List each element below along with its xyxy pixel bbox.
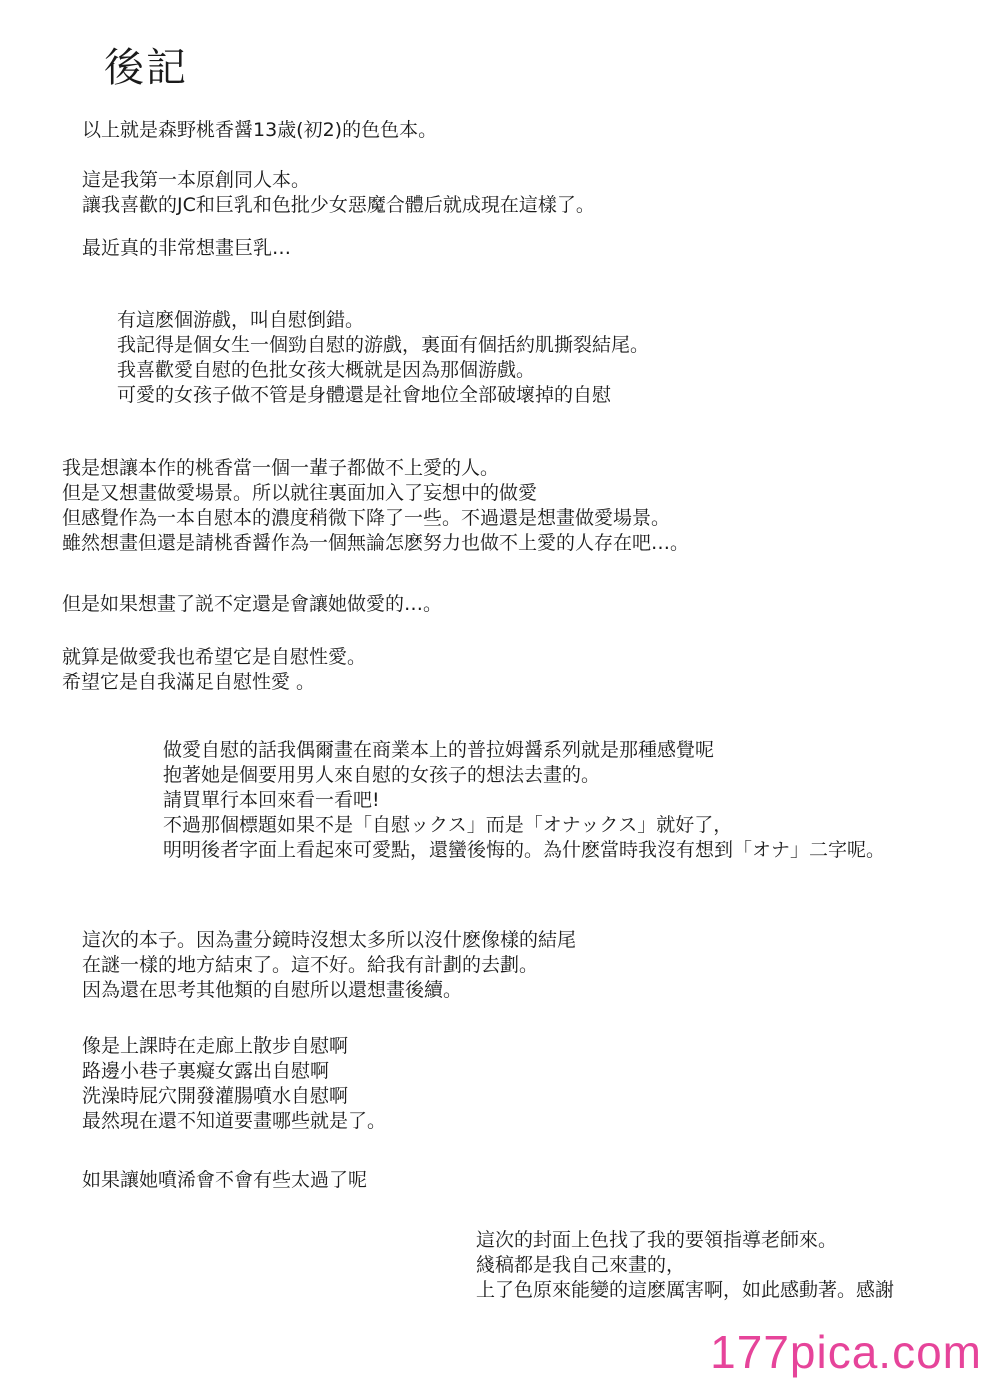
text-line: 綫稿都是我自己來畫的， (476, 1254, 686, 1276)
text-line: 但是又想畫做愛場景。所以就往裏面加入了妄想中的做愛 (62, 482, 538, 504)
paragraph-ideas (82, 1034, 386, 1134)
text-line: 洗澡時屁穴開發灌腸噴水自慰啊 (82, 1085, 349, 1107)
text-line: 希望它是自我滿足自慰性愛 。 (62, 671, 316, 693)
text-line: 如果讓她噴浠會不會有些太過了呢 (82, 1169, 368, 1191)
paragraph-question (82, 1168, 367, 1193)
text-line: 這次的本子。因為畫分鏡時沒想太多所以沒什麽像樣的結尾 (82, 929, 577, 951)
paragraph-hope (62, 645, 366, 695)
text-line: 我喜歡愛自慰的色批女孩大概就是因為那個游戲。 (117, 359, 536, 381)
text-line: 我記得是個女生一個勁自慰的游戲，裏面有個括約肌撕裂結尾。 (117, 334, 650, 356)
text-line: 就算是做愛我也希望它是自慰性愛。 (62, 646, 367, 668)
paragraph-big-breasts (82, 236, 291, 261)
text-line: 因為還在思考其他類的自慰所以還想畫後續。 (82, 979, 463, 1001)
paragraph-maybe (62, 592, 442, 617)
text-line: 在謎一樣的地方結束了。這不好。給我有計劃的去劃。 (82, 954, 539, 976)
text-line: 以上就是森野桃香醤13歳(初2)的色色本。 (82, 119, 438, 141)
text-line: 不過那個標題如果不是「自慰ックス」而是「オナックス」就好了， (163, 814, 733, 836)
text-line: 我是想讓本作的桃香當一個一輩子都做不上愛的人。 (62, 457, 500, 479)
paragraph-thanks (476, 1228, 894, 1303)
paragraph-first-book (82, 168, 595, 218)
text-line: 路邊小巷子裏癡女露出自慰啊 (82, 1060, 330, 1082)
paragraph-series (163, 738, 885, 863)
page-title: 後記 (104, 45, 188, 91)
watermark: 177pica.com (710, 1326, 982, 1378)
paragraph-game (117, 308, 649, 408)
text-line: 雖然想畫但還是請桃香醤作為一個無論怎麽努力也做不上愛的人存在吧…。 (62, 532, 690, 554)
text-line: 讓我喜歡的JC和巨乳和色批少女惡魔合體后就成現在這樣了。 (82, 194, 595, 216)
text-line: 像是上課時在走廊上散步自慰啊 (82, 1035, 349, 1057)
text-line: 請買單行本回來看一看吧! (163, 789, 380, 811)
paragraph-intro (82, 118, 437, 143)
text-line: 有這麽個游戲，叫自慰倒錯。 (117, 309, 365, 331)
text-line: 可愛的女孩子做不管是身體還是社會地位全部破壞掉的自慰 (117, 384, 612, 406)
text-line: 最近真的非常想畫巨乳… (82, 237, 292, 259)
text-line: 上了色原來能變的這麽厲害啊，如此感動著。感謝 (476, 1279, 895, 1301)
paragraph-intent (62, 456, 689, 556)
text-line: 但是如果想畫了説不定還是會讓她做愛的…。 (62, 593, 443, 615)
text-line: 這是我第一本原創同人本。 (82, 169, 311, 191)
text-line: 抱著她是個要用男人來自慰的女孩子的想法去畫的。 (163, 764, 601, 786)
text-line: 最然現在還不知道要畫哪些就是了。 (82, 1110, 387, 1132)
text-line: 這次的封面上色找了我的要領指導老師來。 (476, 1229, 838, 1251)
text-line: 但感覺作為一本自慰本的濃度稍微下降了一些。不過還是想畫做愛場景。 (62, 507, 671, 529)
paragraph-ending (82, 928, 576, 1003)
text-line: 做愛自慰的話我偶爾畫在商業本上的普拉姆醤系列就是那種感覺呢 (163, 739, 715, 761)
text-line: 明明後者字面上看起來可愛點，還蠻後悔的。為什麽當時我沒有想到「オナ」二字呢。 (163, 839, 886, 861)
